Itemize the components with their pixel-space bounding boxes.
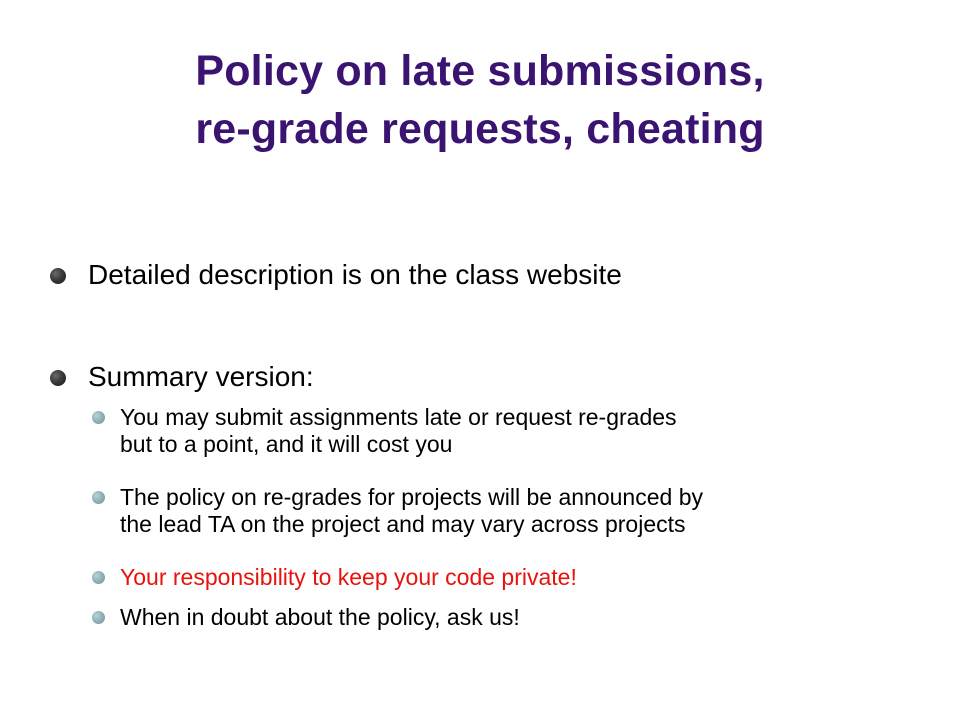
sub-bullet-dot-icon bbox=[92, 491, 105, 504]
sub-bullet-dot-icon bbox=[92, 411, 105, 424]
slide-title-line-1: Policy on late submissions, bbox=[195, 47, 765, 95]
sub-bullet-text-highlight: Your responsibility to keep your code private! bbox=[120, 564, 577, 590]
sub-bullet-dot-icon bbox=[92, 611, 105, 624]
sub-bullet-text-line-2: the lead TA on the project and may vary across projects bbox=[120, 511, 686, 537]
slide-title-line-2: re-grade requests, cheating bbox=[195, 105, 765, 153]
bullet-text: Detailed description is on the class website bbox=[88, 259, 622, 290]
sub-bullet-text-line-2: but to a point, and it will cost you bbox=[120, 431, 453, 457]
sub-bullet-dot-icon bbox=[92, 571, 105, 584]
bullet-dot-icon bbox=[50, 370, 66, 386]
bullet-text: Summary version: bbox=[88, 361, 314, 392]
slide-title bbox=[0, 42, 960, 158]
sub-bullet-text: When in doubt about the policy, ask us! bbox=[120, 604, 520, 630]
bullet-dot-icon bbox=[50, 268, 66, 284]
sub-bullet-text-line-1: You may submit assignments late or request re-grades bbox=[120, 404, 677, 430]
sub-bullet-text-line-1: The policy on re-grades for projects will be announced by bbox=[120, 484, 703, 510]
